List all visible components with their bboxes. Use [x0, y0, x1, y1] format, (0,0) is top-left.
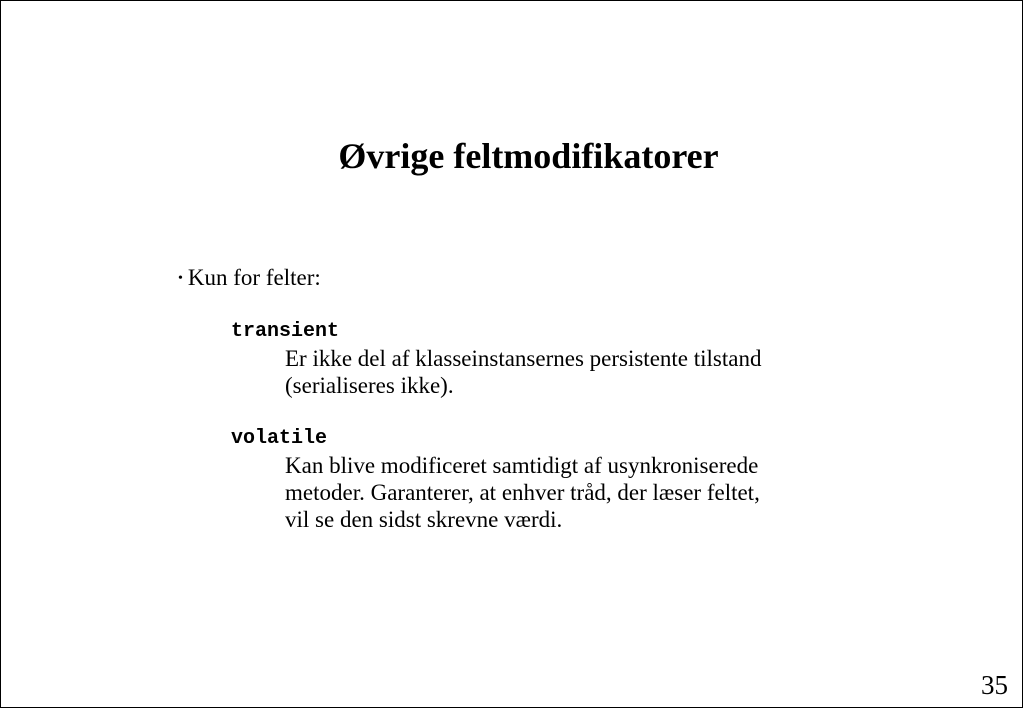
- page-number: 35: [981, 670, 1008, 700]
- bullet-item: [178, 264, 321, 293]
- modifier-description-transient: [285, 345, 845, 399]
- bullet-marker: •: [178, 271, 183, 286]
- description-line: (serialiseres ikke).: [285, 373, 454, 398]
- description-line: Er ikke del af klasseinstansernes persistente tilstand: [285, 346, 762, 371]
- modifier-keyword-volatile: volatile: [231, 427, 328, 450]
- description-line: metoder. Garanterer, at enhver tråd, der læser feltet,: [285, 480, 760, 505]
- modifier-keyword-transient: transient: [231, 320, 340, 343]
- bullet-text: Kun for felter:: [187, 265, 321, 290]
- description-line: vil se den sidst skrevne værdi.: [285, 507, 563, 532]
- modifier-description-volatile: [285, 452, 845, 533]
- description-line: Kan blive modificeret samtidigt af usynkroniserede: [285, 453, 759, 478]
- slide-title: Øvrige feltmodifikatorer: [338, 136, 719, 176]
